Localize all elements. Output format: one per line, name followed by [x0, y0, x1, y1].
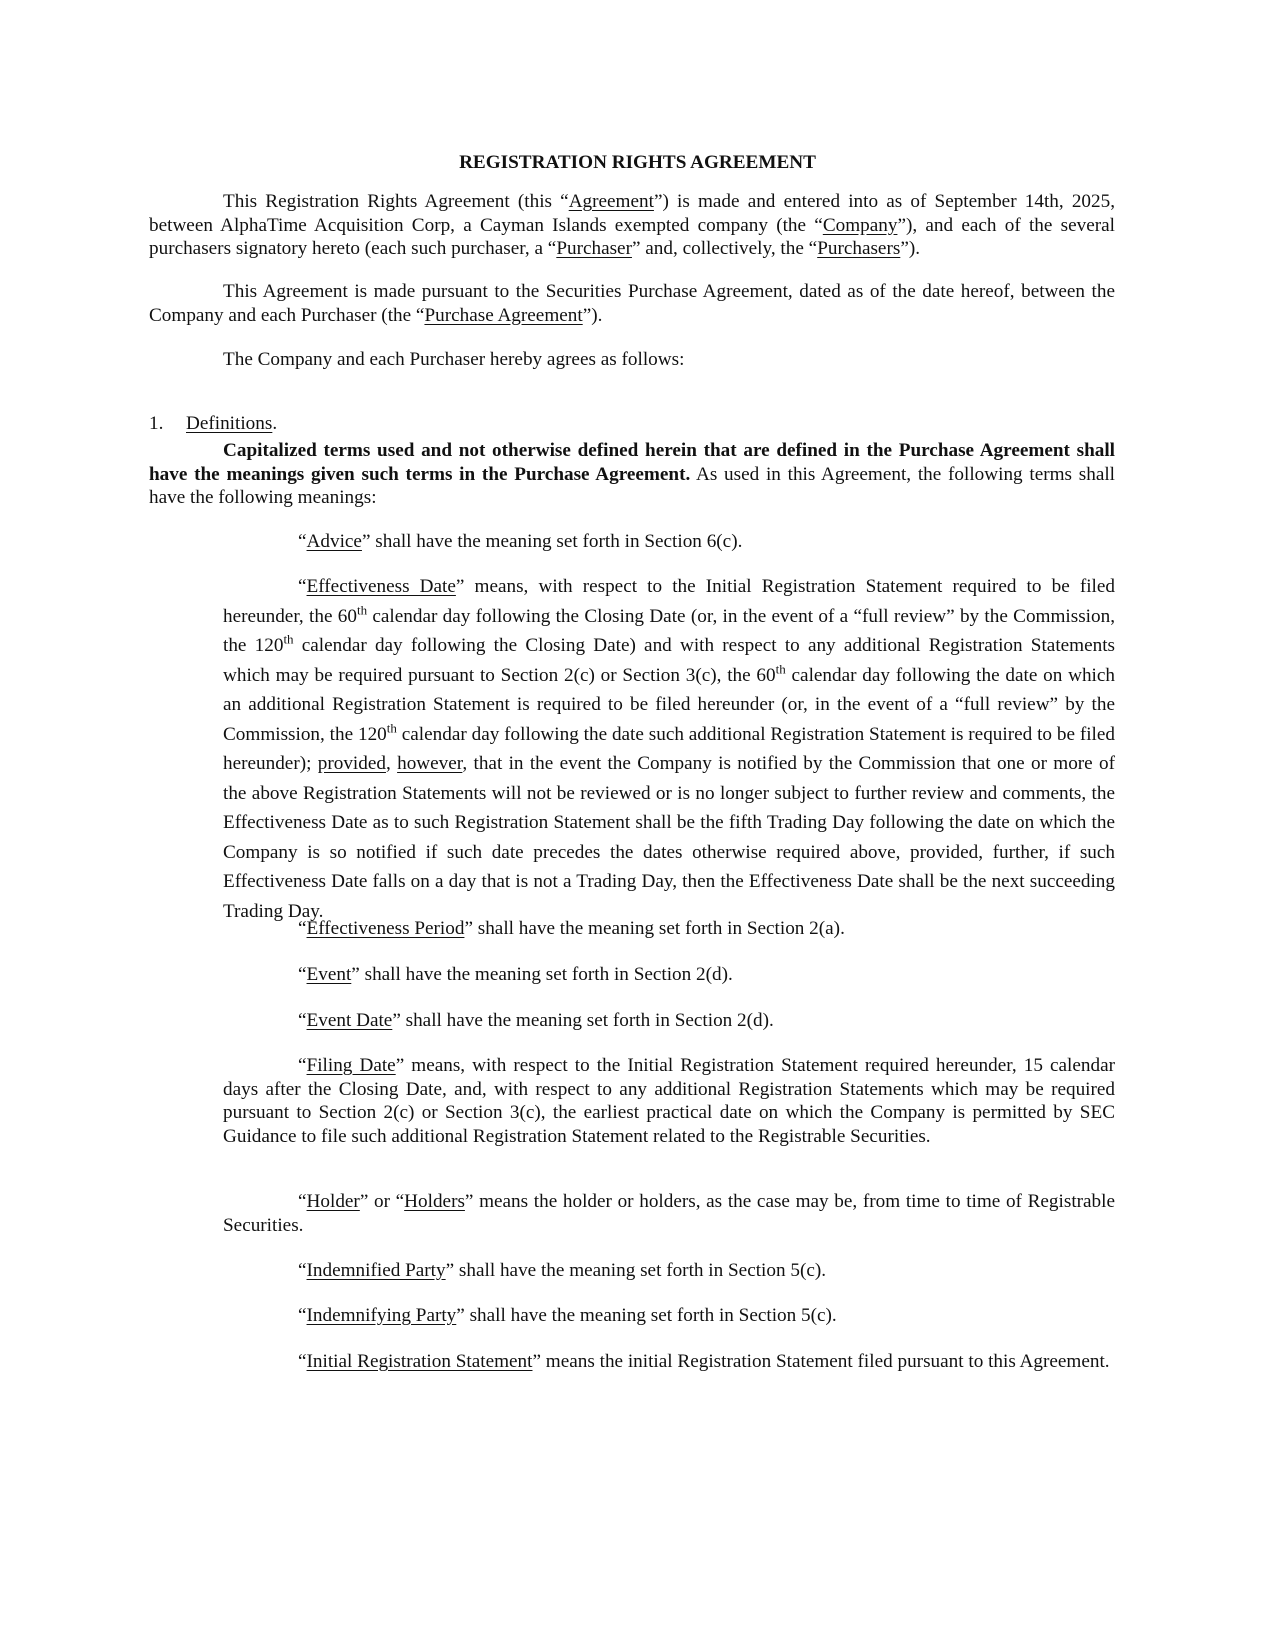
- definition-indemnified-party: “Indemnified Party” shall have the meaning set forth in Section 5(c).: [298, 1260, 827, 1281]
- intro-paragraph-purpose: This Agreement is made pursuant to the Securities Purchase Agreement, dated as of the date hereof, between the Company and each Purchaser (the “Purchase Agreement”).: [149, 281, 1115, 326]
- section-heading-definitions: 1. Definitions.: [149, 413, 278, 434]
- definition-event-date: “Event Date” shall have the meaning set forth in Section 2(d).: [298, 1010, 774, 1031]
- definition-initial-registration-statement: “Initial Registration Statement” means the initial Registration Statement filed pursuant to this Agreement.: [298, 1351, 1110, 1372]
- defined-term-agreement: Agreement: [568, 191, 654, 212]
- definitions-lead-paragraph: Capitalized terms used and not otherwise defined herein that are defined in the Purchase Agreement shall have the meanings given such terms in the Purchase Agreement. As used in this Agreement, the following terms shall have the following meanings:: [149, 440, 1115, 509]
- defined-term-company: Company: [822, 214, 898, 236]
- definition-effectiveness-date: “Effectiveness Date” means, with respect to the Initial Registration Statement required to be filed hereunder, the 60th calendar day following the Closing Date (or, in the event of a “full review” by the Commission, the 120th calendar day following the Closing Date) and with respect to any additional Registration Statements which may be required pursuant to Section 2(c) or Section 3(c), the 60th calendar day following the date on which an additional Registration Statement is required to be filed hereunder (or, in the event of a “full review” by the Commission, the 120th calendar day following the date such additional Registration Statement is required to be filed hereunder); provided, however, that in the event the Company is notified by the Commission that one or more of the above Registration Statements will not be reviewed or is no longer subject to further review and comments, the Effectiveness Date as to such Registration Statement shall be the fifth Trading Day following the date on which the Company is so notified if such date precedes the dates otherwise required above, provided, further, if such Effectiveness Date falls on a day that is not a Trading Day, then the Effectiveness Date shall be the next succeeding Trading Day.: [223, 576, 1115, 922]
- definition-effectiveness-period: “Effectiveness Period” shall have the meaning set forth in Section 2(a).: [298, 918, 845, 939]
- section-title: Definitions: [186, 413, 273, 434]
- intro-paragraph-agreement: The Company and each Purchaser hereby agrees as follows:: [223, 349, 685, 370]
- definition-holder: “Holder” or “Holders” means the holder or holders, as the case may be, from time to time of Registrable Securities.: [223, 1191, 1115, 1236]
- definition-advice: “Advice” shall have the meaning set forth in Section 6(c).: [298, 531, 743, 552]
- defined-term-purchaser: Purchaser: [556, 238, 632, 260]
- defined-term-purchasers: Purchasers: [817, 238, 901, 260]
- definition-event: “Event” shall have the meaning set forth in Section 2(d).: [298, 964, 733, 985]
- definition-indemnifying-party: “Indemnifying Party” shall have the meaning set forth in Section 5(c).: [298, 1305, 837, 1326]
- document-title: REGISTRATION RIGHTS AGREEMENT: [459, 152, 816, 173]
- defined-term-purchase-agreement: Purchase Agreement: [424, 304, 583, 326]
- section-number: 1.: [149, 413, 164, 434]
- intro-paragraph-parties: This Registration Rights Agreement (this “Agreement”) is made and entered into as of September 14th, 2025, between AlphaTime Acquisition Corp, a Cayman Islands exempted company (the “Company”), and each of the several purchasers signatory hereto (each such purchaser, a “Purchaser” and, collectively, the “Purchasers”).: [149, 191, 1116, 260]
- definition-filing-date: “Filing Date” means, with respect to the Initial Registration Statement required hereunder, 15 calendar days after the Closing Date, and, with respect to any additional Registration Statements which may be required pursuant to Section 2(c) or Section 3(c), the earliest practical date on which the Company is permitted by SEC Guidance to file such additional Registration Statement related to the Registrable Securities.: [223, 1055, 1115, 1147]
